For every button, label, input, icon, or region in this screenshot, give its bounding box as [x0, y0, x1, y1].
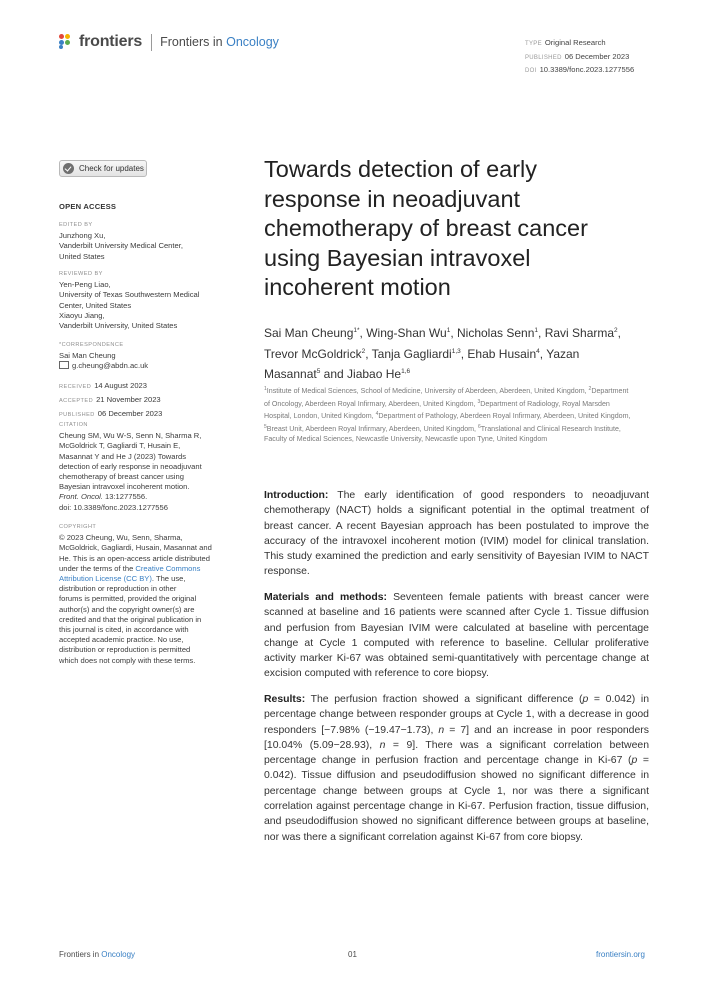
copyright-line: . The use, [151, 574, 186, 584]
author-sup: 1,3 [451, 347, 461, 355]
editor-line: Junzhong Xu, [59, 231, 106, 241]
affil-text: Translational and Clinical Research Institute, Faculty of Medical Sciences, Newcastle University, Newcastle upon Tyne, United Kingdom [264, 424, 621, 444]
editor-line: United States [59, 251, 105, 261]
license-link[interactable]: Attribution License (CC BY) [59, 574, 152, 584]
p-symbol: p [582, 694, 589, 705]
affiliations [264, 384, 634, 445]
published-label: PUBLISHED [59, 411, 95, 418]
received-label: RECEIVED [59, 384, 92, 390]
copyright-line: distribution or reproduction in other [59, 584, 177, 594]
author-name[interactable]: Ehab Husain [467, 346, 537, 361]
author-sup: 1 [534, 327, 539, 334]
citation-line: Cheung SM, Wu W-S, Senn N, Sharma R, [59, 431, 202, 441]
reviewer-line: Yen-Peng Liao, [59, 280, 111, 290]
doi-value[interactable]: 10.3389/fonc.2023.1277556 [539, 65, 635, 74]
reviewer-line: Vanderbilt University, United States [59, 321, 178, 331]
citation-block [59, 420, 229, 513]
author-sup: 5 [316, 368, 321, 375]
reviewer-line: Xiaoyu Jiang, [59, 310, 105, 320]
reviewed-by-label: REVIEWED BY [59, 271, 103, 277]
section-text: = 0.042). Tissue diffusion and pseudodiffusion showed no significant difference in percentage change between groups at Cycle 1, nor was there a significant correlation against percentage change in Ki-67. Perfusion fraction, tissue diffusion, and pseudodiffusion showed no significant difference between groups at baseline, nor was there a significant correlation against Ki-67 from core biopsy. [264, 755, 649, 843]
mail-icon [59, 361, 69, 369]
copyright-line: credited and that the original publication in [59, 614, 202, 624]
abstract-introduction [264, 488, 649, 580]
logo-divider [151, 34, 152, 51]
affil-text: Department of Pathology, Aberdeen Royal Infirmary, Aberdeen, United Kingdom, [378, 412, 631, 421]
author-sup: 1,6 [401, 368, 411, 375]
section-heading: Introduction: [264, 490, 329, 501]
reviewed-by-block [59, 269, 229, 331]
footer-site: frontiersin.org [596, 950, 645, 959]
author-name[interactable]: Ravi Sharma [544, 326, 615, 340]
copyright-line: He. This is an open-access article distributed [59, 553, 210, 563]
author-name[interactable]: Yazan Masannat [264, 346, 580, 381]
affil-num: 6 [478, 423, 481, 430]
edited-by-label: EDITED BY [59, 222, 93, 228]
license-link[interactable]: Creative Commons [135, 563, 201, 573]
correspondence-label: *CORRESPONDENCE [59, 342, 124, 348]
copyright-line: author(s) and the copyright owner(s) are [59, 604, 195, 614]
section-text: Seventeen female patients with breast cancer were scanned at baseline and 16 patients were scanned after Cycle 1. Tissue diffusion and perfusion from Bayesian IVIM were calculated at baseline with percentage change at Cycle 1 computed with reference to baseline. Cellular proliferative activity marker Ki-67 was obtained semi-quantitatively with percentage change at excision computed with reference to core biopsy. [264, 592, 649, 680]
author-name[interactable]: Nicholas Senn [457, 326, 535, 340]
citation-line: detection of early response in neoadjuvant [59, 461, 202, 471]
affil-text: Institute of Medical Sciences, School of Medicine, University of Aberdeen, Aberdeen, United Kingdom, [266, 387, 589, 395]
copyright-label: COPYRIGHT [59, 524, 97, 530]
frontiers-logo-icon [59, 34, 75, 50]
footer-journal-prefix: Frontiers in [59, 950, 102, 959]
received-value: 14 August 2023 [94, 381, 147, 390]
check-icon [63, 163, 74, 174]
correspondence-email[interactable]: g.cheung@abdn.ac.uk [72, 361, 149, 371]
citation-line: chemotherapy of breast cancer using [59, 472, 184, 482]
section-text: The early identification of good responders to neoadjuvant chemotherapy (NACT) holds a significant potential in the optimal treatment of breast cancer. A recent Bayesian approach has been postulated to improve the accuracy of the intravoxel incoherent motion (IVIM) model for clinical translation. This study examined the prediction and early sensitivity of Bayesian IVIM to NACT response. [264, 490, 649, 578]
section-heading: Materials and methods: [264, 592, 387, 603]
affil-num: 1 [264, 386, 267, 392]
copyright-line: forums is permitted, provided the original [59, 594, 197, 604]
n-symbol: n [379, 739, 386, 751]
footer-journal-name: Oncology [101, 950, 136, 959]
published-value: 06 December 2023 [564, 51, 630, 61]
publisher-name: frontiers [79, 33, 143, 50]
copyright-line: under the terms of the [59, 563, 136, 573]
n-symbol: n [438, 724, 445, 736]
affil-text: Department of Oncology, Aberdeen Royal Infirmary, Aberdeen, United Kingdom, [264, 387, 629, 408]
article-title: Towards detection of early response in neoadjuvant chemotherapy of breast cancer using Bayesian intravoxel incoherent motion [264, 156, 588, 300]
author-sup: 1 [446, 327, 451, 334]
doi-label: DOI [525, 68, 537, 74]
author-list: Sai Man Cheung$^{1*}$, Wing-Shan Wu$^1$, Nicholas Senn$^1$, Ravi Sharma$^2$, Trevor McGoldrick$^2$, Tanja Gagliardi$^{1,3}$, Ehab Husain$^4$, Yazan Masannat$^5$ and Jiabao He$^{1,6}$ [264, 326, 622, 381]
section-heading: Results: [264, 694, 306, 705]
citation-line: Bayesian intravoxel incoherent motion. [59, 482, 190, 492]
copyright-line: distribution or reproduction is permitted [59, 645, 191, 655]
citation-line: Masannat Y and He J (2023) Towards [59, 451, 187, 461]
correspondence-block [59, 340, 229, 372]
citation-line: McGoldrick T, Gagliardi T, Husain E, [59, 441, 181, 451]
author-sup: 1* [353, 327, 360, 334]
open-access-label: OPEN ACCESS [59, 202, 117, 211]
editor-line: Vanderbilt University Medical Center, [59, 241, 183, 251]
correspondence-name: Sai Man Cheung [59, 351, 116, 361]
copyright-line: © 2023 Cheung, Wu, Senn, Sharma, [59, 533, 183, 543]
author-sup: 4 [536, 347, 540, 355]
journal-title: Frontiers in Oncology [160, 35, 279, 49]
accepted-value: 21 November 2023 [96, 394, 161, 404]
citation-doi[interactable]: doi: 10.3389/fonc.2023.1277556 [59, 502, 168, 512]
section-text: = 9]. There was a significant correlation between percentage change in perfusion fraction and percentage change in Ki-67 ( [264, 739, 650, 767]
affil-text: Department of Radiology, Royal Marsden Hospital, London, United Kingdom, [264, 399, 610, 421]
affil-num: 3 [477, 398, 481, 405]
reviewer-line: University of Texas Southwestern Medical [59, 290, 200, 300]
page-number: 01 [348, 950, 357, 959]
check-for-updates-button[interactable] [59, 160, 147, 177]
abstract-methods [264, 590, 649, 682]
copyright-line: accepted academic practice. No use, [59, 635, 184, 645]
section-text: = 7] and an increase in poor responders [10.04% (5.09−28.93), [264, 724, 649, 751]
article-meta [525, 37, 634, 78]
dates-block [59, 380, 162, 421]
copyright-line: McGoldrick, Gagliardi, Husain, Masannat and [59, 543, 212, 553]
journal-logo[interactable] [59, 32, 279, 52]
author-name[interactable]: Tanja Gagliardi [371, 346, 452, 361]
author-name[interactable]: Jiabao He [347, 367, 402, 381]
type-value: Original Research [544, 38, 606, 47]
published-label: PUBLISHED [525, 54, 562, 61]
affil-text: Breast Unit, Aberdeen Royal Infirmary, Aberdeen, United Kingdom, [266, 424, 478, 433]
published-value: 06 December 2023 [97, 408, 163, 418]
author-name[interactable]: Trevor McGoldrick [264, 346, 362, 361]
footer-journal[interactable] [59, 950, 135, 959]
copyright-block [59, 522, 229, 666]
author-sup: 2 [361, 347, 366, 355]
citation-journal: Front. Oncol. [59, 492, 103, 502]
affil-num: 5 [264, 423, 267, 430]
type-label: TYPE [525, 41, 542, 47]
author-name[interactable]: Sai Man Cheung [264, 326, 354, 340]
accepted-label: ACCEPTED [59, 397, 94, 404]
author-sup: 2 [614, 327, 618, 334]
author-name[interactable]: Wing-Shan Wu [366, 326, 447, 340]
section-text: The perfusion fraction showed a significant difference ( [305, 694, 583, 705]
check-for-updates-label: Check for updates [79, 164, 144, 173]
section-text: = 0.042) in percentage change between responder groups at Cycle 1, with a decrease in good responders [−7.98% (−19.47−1.73), [264, 694, 649, 736]
affil-num: 4 [375, 411, 379, 418]
citation-volume: 13:1277556. [102, 492, 148, 502]
edited-by-block [59, 220, 229, 262]
footer-site-link[interactable] [596, 950, 645, 959]
abstract-results [264, 692, 649, 845]
reviewer-line: Center, United States [59, 300, 132, 310]
p-symbol: p [631, 755, 638, 767]
citation-label: CITATION [59, 422, 88, 428]
copyright-line: which does not comply with these terms. [59, 655, 196, 665]
copyright-line: this journal is cited, in accordance with [59, 625, 189, 635]
affil-num: 2 [588, 386, 592, 392]
